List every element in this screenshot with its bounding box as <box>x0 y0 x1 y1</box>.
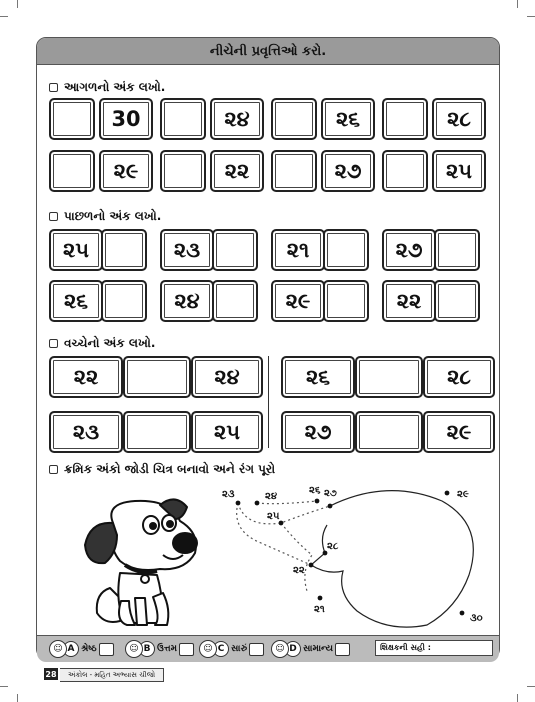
number-box: ૨૭ <box>281 411 355 453</box>
dot-point[interactable] <box>445 491 450 496</box>
grade-option <box>271 640 350 658</box>
answer-box[interactable] <box>49 98 95 140</box>
teacher-signature-field[interactable]: શિક્ષકની સહી : <box>375 640 493 656</box>
crop-mark <box>527 686 535 687</box>
dot-point[interactable] <box>318 596 323 601</box>
answer-box[interactable] <box>382 150 428 192</box>
number-box: ૨૫ <box>191 411 263 453</box>
section-title-previous-number: પાછળનો અંક લખો. <box>49 209 161 224</box>
dog-leg <box>135 598 147 625</box>
dot-point[interactable] <box>309 563 314 568</box>
dot-label: ૨૨ <box>293 565 305 576</box>
number-box: ૨૫ <box>49 229 103 271</box>
grade-letter: B <box>139 641 155 657</box>
answer-box[interactable] <box>212 229 258 271</box>
answer-box[interactable] <box>160 150 206 192</box>
grade-option <box>49 640 114 658</box>
number-box: ૨૪ <box>160 280 214 322</box>
crop-mark <box>517 694 518 702</box>
smiley-icon: ☺ <box>271 640 289 658</box>
bullet-icon <box>49 465 58 474</box>
dot-label: ૨૫ <box>267 511 280 522</box>
grade-checkbox[interactable] <box>99 643 114 656</box>
answer-box[interactable] <box>434 229 480 271</box>
dot-point[interactable] <box>315 499 320 504</box>
grading-footer <box>37 635 499 662</box>
answer-box[interactable] <box>123 411 191 453</box>
page-title: નીચેની પ્રવૃત્તિઓ કરો. <box>209 43 327 59</box>
answer-box[interactable] <box>355 411 423 453</box>
answer-box[interactable] <box>212 280 258 322</box>
number-box: ૨૮ <box>432 98 486 140</box>
crop-mark <box>517 0 518 8</box>
bullet-icon <box>49 212 58 221</box>
number-box: ૨૯ <box>423 411 495 453</box>
book-label: અંકોલ - મહિત અભ્યાસ ચીજો <box>60 668 164 682</box>
dot-label: ૨૧ <box>314 604 325 615</box>
number-box: ૨૬ <box>281 356 355 398</box>
answer-box[interactable] <box>271 150 317 192</box>
grade-option <box>199 640 264 658</box>
dotted-guide <box>281 523 312 591</box>
number-box: ૨૨ <box>49 356 123 398</box>
grade-label: સામાન્ય <box>303 644 333 654</box>
number-box: ૨૨ <box>210 150 264 192</box>
number-box: ૨૫ <box>432 150 486 192</box>
number-box: ૨૬ <box>49 280 103 322</box>
smiley-icon: ☺ <box>199 640 217 658</box>
number-box: ૨૩ <box>160 229 214 271</box>
grade-checkbox[interactable] <box>179 643 194 656</box>
number-box: ૨૭ <box>321 150 375 192</box>
crop-mark <box>0 16 8 17</box>
grade-letter: C <box>213 641 229 657</box>
bullet-icon <box>49 83 58 92</box>
number-box: ૨૧ <box>271 229 325 271</box>
dog-ear <box>85 523 117 563</box>
answer-box[interactable] <box>271 98 317 140</box>
answer-box[interactable] <box>382 98 428 140</box>
dot-point[interactable] <box>236 501 241 506</box>
answer-box[interactable] <box>323 229 369 271</box>
grade-option <box>125 640 194 658</box>
divider <box>268 356 269 448</box>
grade-checkbox[interactable] <box>249 643 264 656</box>
dot-label: ૨૭ <box>324 488 337 499</box>
number-box: ૨૪ <box>191 356 263 398</box>
section-title-dot-to-dot: ક્રમિક અંકો જોડી ચિત્ર બનાવો અને રંગ પૂરો <box>49 462 275 477</box>
section-title-next-number: આગળનો અંક લખો. <box>49 80 165 95</box>
answer-box[interactable] <box>323 280 369 322</box>
number-box: ૨૨ <box>382 280 436 322</box>
number-box: ૨૯ <box>99 150 153 192</box>
answer-box[interactable] <box>434 280 480 322</box>
page-number: 28 <box>45 669 57 679</box>
dot-label: ૨૬ <box>309 485 321 496</box>
crop-mark <box>17 694 18 702</box>
answer-box[interactable] <box>123 356 191 398</box>
dog-outline <box>311 491 473 628</box>
number-box: ૨૮ <box>423 356 495 398</box>
smiley-icon: ☺ <box>49 640 67 658</box>
dog-nose <box>173 533 197 553</box>
grade-letter: D <box>285 641 301 657</box>
bullet-icon <box>49 339 58 348</box>
answer-box[interactable] <box>101 280 147 322</box>
grade-letter: A <box>63 641 79 657</box>
smiley-icon: ☺ <box>125 640 143 658</box>
answer-box[interactable] <box>101 229 147 271</box>
answer-box[interactable] <box>49 150 95 192</box>
page-header <box>37 38 499 65</box>
dot-label: ૨૩ <box>222 489 235 500</box>
number-box: ૨૬ <box>321 98 375 140</box>
number-box: 30 <box>99 98 153 140</box>
answer-box[interactable] <box>160 98 206 140</box>
dot-point[interactable] <box>328 504 333 509</box>
crop-mark <box>0 686 8 687</box>
dot-label: ૩૦ <box>470 613 483 624</box>
dot-point[interactable] <box>255 501 260 506</box>
number-box: ૨૩ <box>49 411 123 453</box>
dot-to-dot-puzzle <box>217 483 487 633</box>
number-box: ૨૭ <box>382 229 436 271</box>
grade-label: સારું <box>231 644 248 654</box>
answer-box[interactable] <box>355 356 423 398</box>
dot-label: ૨૯ <box>457 489 469 500</box>
grade-label: ઉત્તમ <box>157 644 178 654</box>
number-box: ૨૯ <box>271 280 325 322</box>
grade-label: શ્રેષ્ઠ <box>81 644 97 654</box>
crop-mark <box>17 0 18 8</box>
dot-label: ૨૪ <box>265 491 278 502</box>
dog-tag <box>141 575 149 583</box>
dot-point[interactable] <box>460 611 465 616</box>
section-title-middle-number: વચ્ચેનો અંક લખો. <box>49 336 155 351</box>
crop-mark <box>527 16 535 17</box>
number-box: ૨૪ <box>210 98 264 140</box>
grade-checkbox[interactable] <box>335 643 350 656</box>
dotted-guide <box>238 503 330 524</box>
worksheet-page <box>36 37 500 659</box>
dot-label: ૨૮ <box>327 541 339 552</box>
dog-illustration <box>65 493 205 633</box>
